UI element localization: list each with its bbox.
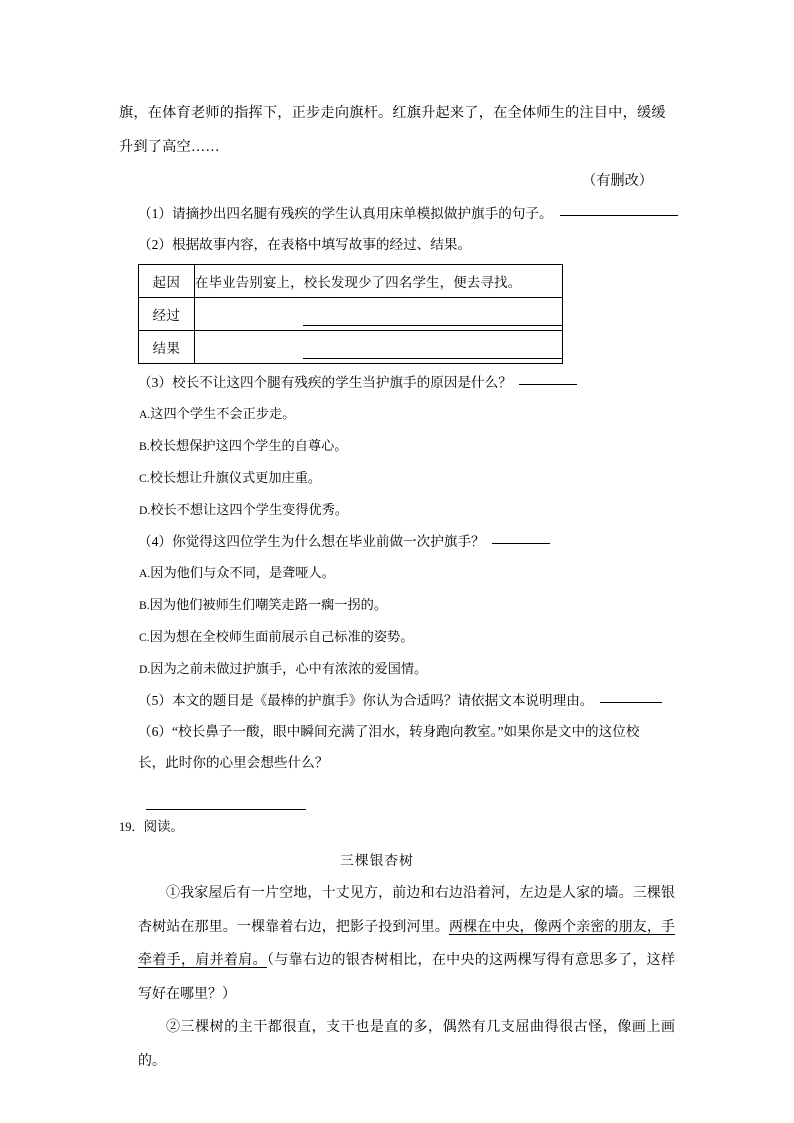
question-3-answer-blank[interactable] (519, 384, 577, 385)
option-letter: D. (139, 504, 151, 517)
table-row-label: 结果 (139, 331, 195, 364)
article-paragraph-2: ②三棵树的主干都很直，支干也是直的多，偶然有几支屈曲得很古怪，像画上画的。 (138, 1020, 675, 1069)
table-row (139, 265, 563, 298)
option-letter: B. (139, 440, 150, 453)
table-row (139, 331, 563, 364)
question-5-answer-blank[interactable] (600, 702, 662, 703)
question-3-option-c[interactable] (139, 462, 675, 494)
passage-line-1: 旗，在体育老师的指挥下，正步走向旗杆。红旗升起来了，在全体师生的注目中，缓缓 (119, 105, 666, 121)
article-title: 三棵银杏树 (340, 853, 414, 868)
option-text: 因为想在全校师生面前展示自己标准的姿势。 (149, 629, 414, 644)
question-1-label: （1）请摘抄出四名腿有残疾的学生认真用床单模拟做护旗手的句子。 (138, 206, 553, 221)
option-text: 这四个学生不会正步走。 (150, 406, 296, 421)
answer-rule (303, 358, 562, 359)
question-4-option-d[interactable] (139, 653, 675, 685)
option-text: 校长想保护这四个学生的自尊心。 (149, 438, 348, 453)
question-6-line-2: 长，此时你的心里会想些什么？ (138, 755, 329, 770)
option-letter: A. (139, 408, 151, 421)
option-text: 校长不想让这四个学生变得优秀。 (150, 502, 349, 517)
question-4-answer-blank[interactable] (492, 543, 550, 544)
paragraph-1-prefix: ①我家屋后有一片空地，十丈见方，前边和右边沿着河，左边是人家的墙。三棵银杏树站在那里。一棵靠着右边，把影子投到河里。 (138, 886, 675, 935)
table-row-label: 经过 (139, 298, 195, 331)
option-text: 因为他们与众不同，是聋哑人。 (150, 565, 335, 580)
page-content (119, 96, 675, 1078)
item-19-number: 19． (119, 820, 144, 834)
table-row (139, 298, 563, 331)
question-3-option-a[interactable] (139, 398, 675, 430)
question-4-option-c[interactable] (139, 621, 675, 653)
option-letter: B. (139, 599, 150, 612)
option-letter: C. (139, 472, 150, 485)
table-row-answer-cell[interactable] (195, 331, 563, 364)
question-1 (138, 198, 675, 229)
answer-rule (303, 325, 562, 326)
question-4-option-b[interactable] (139, 589, 675, 621)
option-letter: C. (139, 631, 150, 644)
question-1-answer-blank[interactable] (560, 215, 678, 216)
question-5-stem-text: （5）本文的题目是《最棒的护旗手》你认为合适吗？请依据文本说明理由。 (138, 693, 594, 708)
question-3-stem (138, 367, 675, 398)
table-row-answer-cell[interactable] (195, 298, 563, 331)
question-4-stem (138, 526, 675, 557)
paragraph-1-suffix: （与靠右边的银杏树相比，在中央的这两棵写得有意思多了，这样写好在哪里？） (138, 953, 676, 1002)
story-table (138, 264, 563, 364)
item-19-instruction: 阅读。 (143, 819, 184, 834)
source-note: （有删改） (582, 173, 653, 189)
table-row-label: 起因 (139, 265, 195, 298)
story-table-wrapper (138, 264, 675, 364)
question-2-label: （2）根据故事内容，在表格中填写故事的经过、结果。 (138, 237, 472, 252)
item-19-heading (119, 810, 675, 844)
option-text: 因为之前未做过护旗手，心中有浓浓的爱国情。 (150, 661, 428, 676)
question-4-option-a[interactable] (139, 557, 675, 589)
paragraph-1-underlined: 两棵在中央，像两个亲密的朋友，手牵着手，肩并着肩。 (138, 919, 676, 968)
question-4-stem-text: （4）你觉得这四位学生为什么想在毕业前做一次护旗手？ (138, 534, 485, 549)
option-text: 校长想让升旗仪式更加庄重。 (149, 470, 322, 485)
answer-space (119, 778, 675, 809)
question-5-stem (138, 685, 675, 716)
option-letter: A. (139, 567, 151, 580)
question-3-option-b[interactable] (139, 430, 675, 462)
question-6-line-1: （6）“校长鼻子一酸，眼中瞬间充满了泪水，转身跑向教室。”如果你是文中的这位校 (138, 724, 640, 739)
table-row-value: 在毕业告别宴上，校长发现少了四名学生，便去寻找。 (195, 265, 563, 298)
question-3-stem-text: （3）校长不让这四个腿有残疾的学生当护旗手的原因是什么？ (138, 375, 512, 390)
question-2 (138, 229, 675, 260)
option-text: 因为他们被师生们嘲笑走路一瘸一拐的。 (149, 597, 388, 612)
question-3-option-d[interactable] (139, 494, 675, 526)
article-paragraph-1 (138, 877, 675, 1011)
option-letter: D. (139, 663, 151, 676)
passage-line-2: 升到了高空…… (119, 139, 220, 155)
